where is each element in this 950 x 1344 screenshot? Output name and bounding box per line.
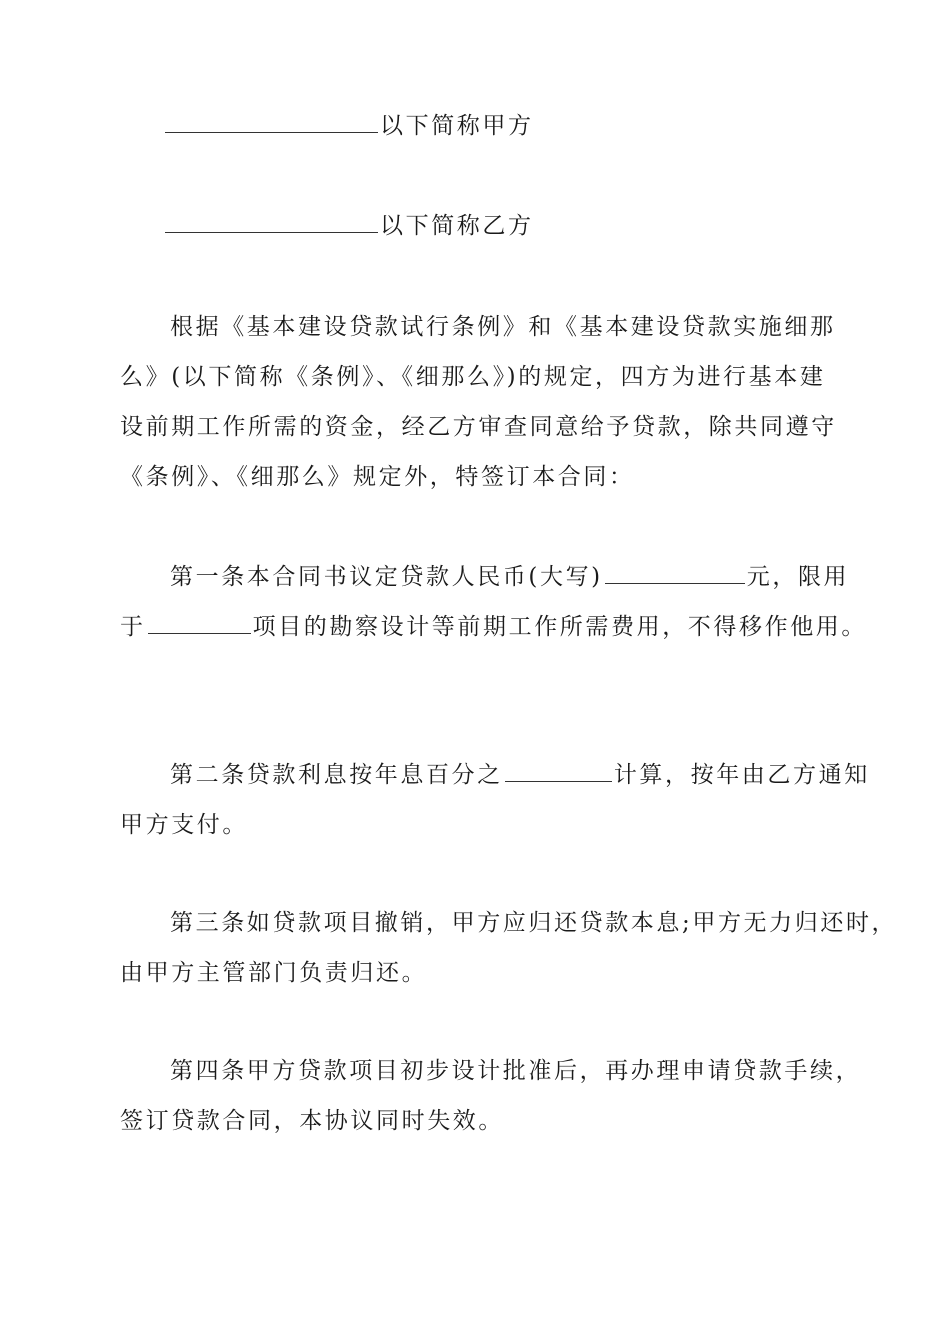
intro-line-4: 《条例》、《细那么》规定外，特签订本合同： [120, 464, 635, 490]
article4-line-2: 签订贷款合同，本协议同时失效。 [120, 1108, 504, 1134]
loan-amount-blank[interactable] [605, 565, 745, 584]
article4-line-1: 第四条甲方贷款项目初步设计批准后，再办理申请贷款手续， [170, 1058, 862, 1084]
intro-line-2: 么》(以下简称《条例》、《细那么》)的规定，四方为进行基本建 [120, 364, 826, 390]
article1-text-2: 元，限用 [746, 564, 850, 590]
party-b-line [165, 206, 534, 246]
article1-text-1: 第一条本合同书议定贷款人民币(大写) [170, 564, 603, 590]
article2-text-2: 计算，按年由乙方通知 [613, 762, 870, 788]
article2-text-1: 第二条贷款利息按年息百分之 [170, 762, 503, 788]
article1-text-3: 于 [120, 614, 146, 640]
party-b-label: 以下简称乙方 [380, 213, 534, 239]
intro-line-3: 设前期工作所需的资金，经乙方审查同意给予贷款，除共同遵守 [120, 414, 837, 440]
article1-text-4: 项目的勘察设计等前期工作所需费用，不得移作他用。 [252, 614, 868, 640]
party-a-label: 以下简称甲方 [380, 113, 534, 139]
interest-rate-blank[interactable] [505, 763, 612, 782]
project-name-blank[interactable] [148, 615, 251, 634]
article2-line-1 [170, 750, 890, 800]
article3-line-2: 由甲方主管部门负责归还。 [120, 960, 428, 986]
party-b-blank[interactable] [165, 214, 378, 233]
intro-line-1: 根据《基本建设贷款试行条例》和《基本建设贷款实施细那 [170, 314, 836, 340]
party-a-line [165, 106, 534, 146]
article1-line-1 [170, 552, 890, 602]
article2-line-2: 甲方支付。 [120, 812, 248, 838]
article1-line-2 [120, 602, 868, 652]
article3-line-1: 第三条如贷款项目撤销，甲方应归还贷款本息;甲方无力归还时， [170, 910, 898, 936]
party-a-blank[interactable] [165, 114, 378, 133]
